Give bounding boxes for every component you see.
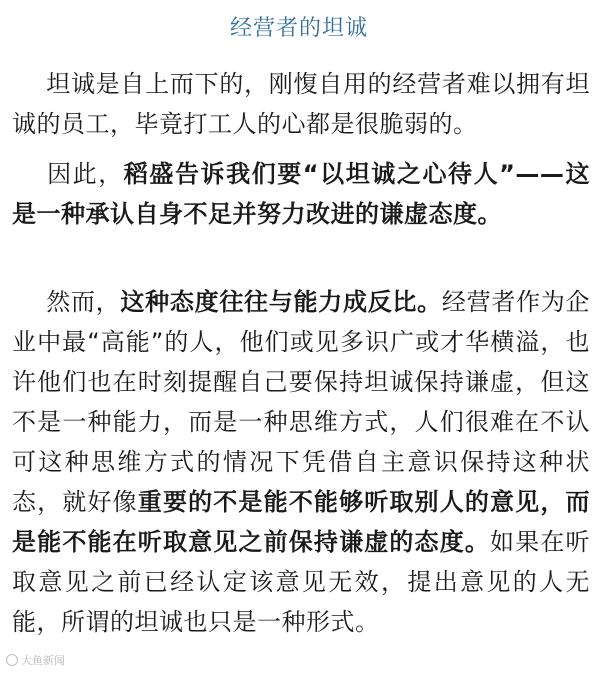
paragraph-2 bbox=[12, 154, 590, 234]
paragraph-3-tail: 如果在听取意见之前已经认定该意见无效，提出意见的人无能，所谓的坦诚也只是一种形式。 bbox=[12, 528, 591, 636]
paragraph-3-lead: 然而， bbox=[46, 288, 121, 316]
paragraph-1 bbox=[12, 64, 590, 144]
paragraph-2-emphasis: 稻盛告诉我们要“以坦诚之心待人”——这是一种承认自身不足并努力改进的谦虚态度。 bbox=[12, 160, 591, 228]
paragraph-1-text: 坦诚是自上而下的，刚愎自用的经营者难以拥有坦诚的员工，毕竟打工人的心都是很脆弱的。 bbox=[12, 70, 590, 138]
paragraph-3-emphasis-2: 重要的不是能不能够听取别人的意见，而是能不能在听取意见之前保持谦虚的态度。 bbox=[12, 488, 591, 556]
paragraph-3-body: 经营者作为企业中最“高能”的人，他们或见多识广或才华横溢，也许他们也在时刻提醒自己要保持坦诚保持谦虚，但这不是一种能力，而是一种思维方式，人们很难在不认可这种思维方式的情况下凭借自主意识保持这种状态，就好像 bbox=[12, 288, 591, 516]
paragraph-3-emphasis-1: 这种态度往往与能力成反比。 bbox=[120, 288, 442, 316]
watermark-text: 大鱼新闻 bbox=[21, 654, 65, 667]
article-title: 经营者的坦诚 bbox=[229, 16, 368, 41]
paragraph-2-lead: 因此， bbox=[46, 160, 124, 188]
watermark bbox=[6, 652, 65, 668]
paragraph-3 bbox=[12, 282, 590, 642]
circle-logo-icon bbox=[6, 654, 18, 666]
